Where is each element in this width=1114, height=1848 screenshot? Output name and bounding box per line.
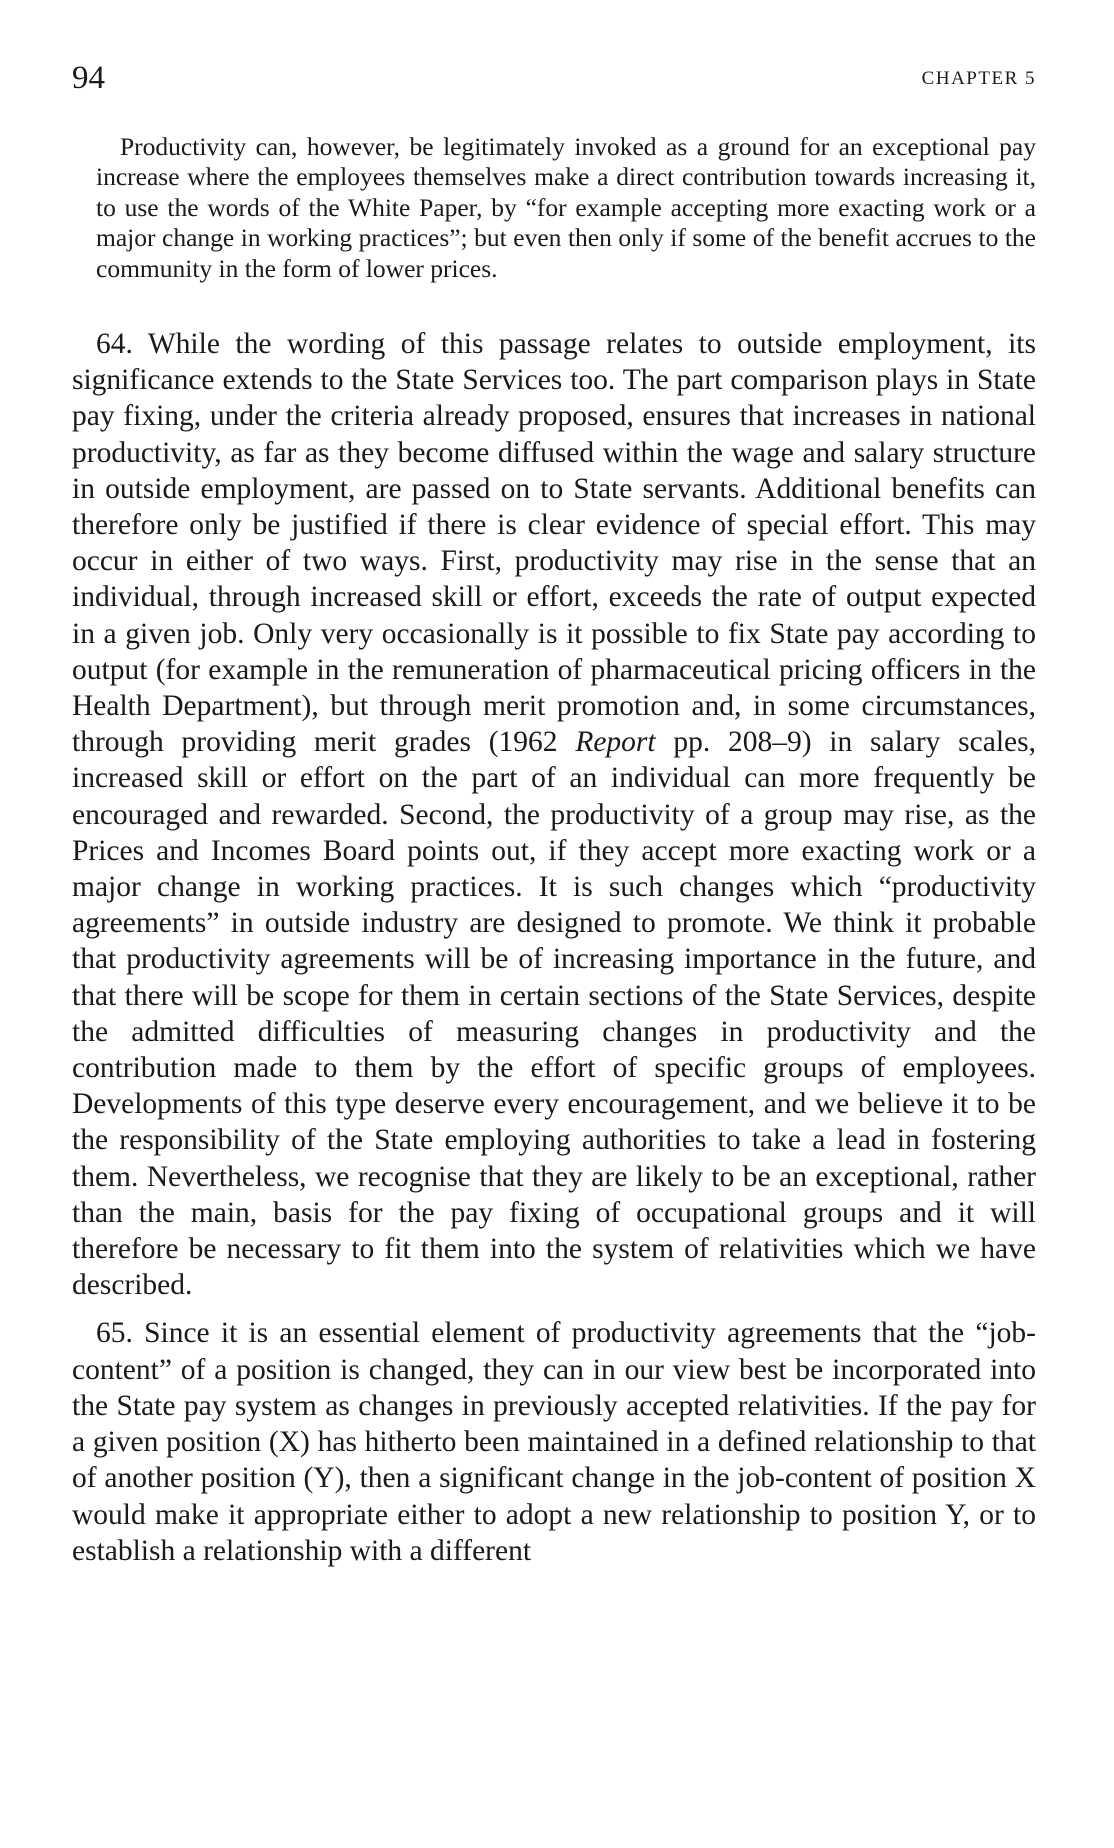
paragraph-text: While the wording of this passage relates to outside employment, its significance extends to the State Services too. The part comparison plays in State pay fixing, under the criteria already proposed, ensures that increases in national productivity, as far as they become diffused within the wage and salary structure in outside employment, are passed on to State servants. Additional benefits can therefore only be justified if there is clear evidence of special effort. This may occur in either of two ways. First, productivity may rise in the sense that an individual, through increased skill or effort, exceeds the rate of output expected in a given job. Only very occasionally is it possible to fix State pay according to output (for example in the remuneration of pharmaceutical pricing officers in the Health Department), but through merit promotion and, in some circumstances, through providing merit grades (1962: [72, 328, 1036, 759]
running-head: [72, 58, 1036, 98]
paragraph-number: 64.: [96, 328, 133, 360]
page-number: 94: [72, 60, 105, 96]
paragraph-text: Since it is an essential element of productivity agreements that the “job-content” of a position is changed, they can in our view best be incorporated into the State pay system as changes in previously accepted relativities. If the pay for a given position (X) has hitherto been maintained in a defined relationship to that of another position (Y), then a significant change in the job-content of position X would make it appropriate either to adopt a new relationship to position Y, or to establish a relationship with a different: [72, 1317, 1036, 1567]
document-page: [72, 0, 1036, 1848]
paragraph-text-continued: pp. 208–9) in salary scales, increased skill or effort on the part of an individual can more frequently be encouraged and rewarded. Second, the productivity of a group may rise, as the Prices and Incomes Board points out, if they accept more exacting work or a major change in working practices. It is such changes which “productivity agreements” in outside industry are designed to promote. We think it probable that productivity agreements will be of increasing importance in the future, and that there will be scope for them in certain sections of the State Services, despite the admitted difficulties of measuring changes in productivity and the contribution made to them by the effort of specific groups of employees. Developments of this type deserve every encouragement, and we believe it to be the responsibility of the State employing authorities to take a lead in fostering them. Nevertheless, we recognise that they are likely to be an exceptional, rather than the main, basis for the pay fixing of occupational groups and it will therefore be necessary to fit them into the system of relativities which we have described.: [72, 726, 1036, 1302]
block-quote: Productivity can, however, be legitimately invoked as a ground for an exceptional pay increase where the employees themselves make a direct contribution towards increasing it, to use the words of the White Paper, by “for example accepting more exacting work or a major change in working practices”; but even then only if some of the benefit accrues to the community in the form of lower prices.: [96, 132, 1036, 283]
paragraph-65: [72, 1315, 1036, 1568]
paragraph-64: [72, 326, 1036, 1303]
chapter-label: CHAPTER 5: [921, 68, 1036, 89]
report-title-italic: Report: [575, 726, 656, 759]
body-text: [72, 326, 1036, 1569]
paragraph-number: 65.: [96, 1317, 133, 1350]
